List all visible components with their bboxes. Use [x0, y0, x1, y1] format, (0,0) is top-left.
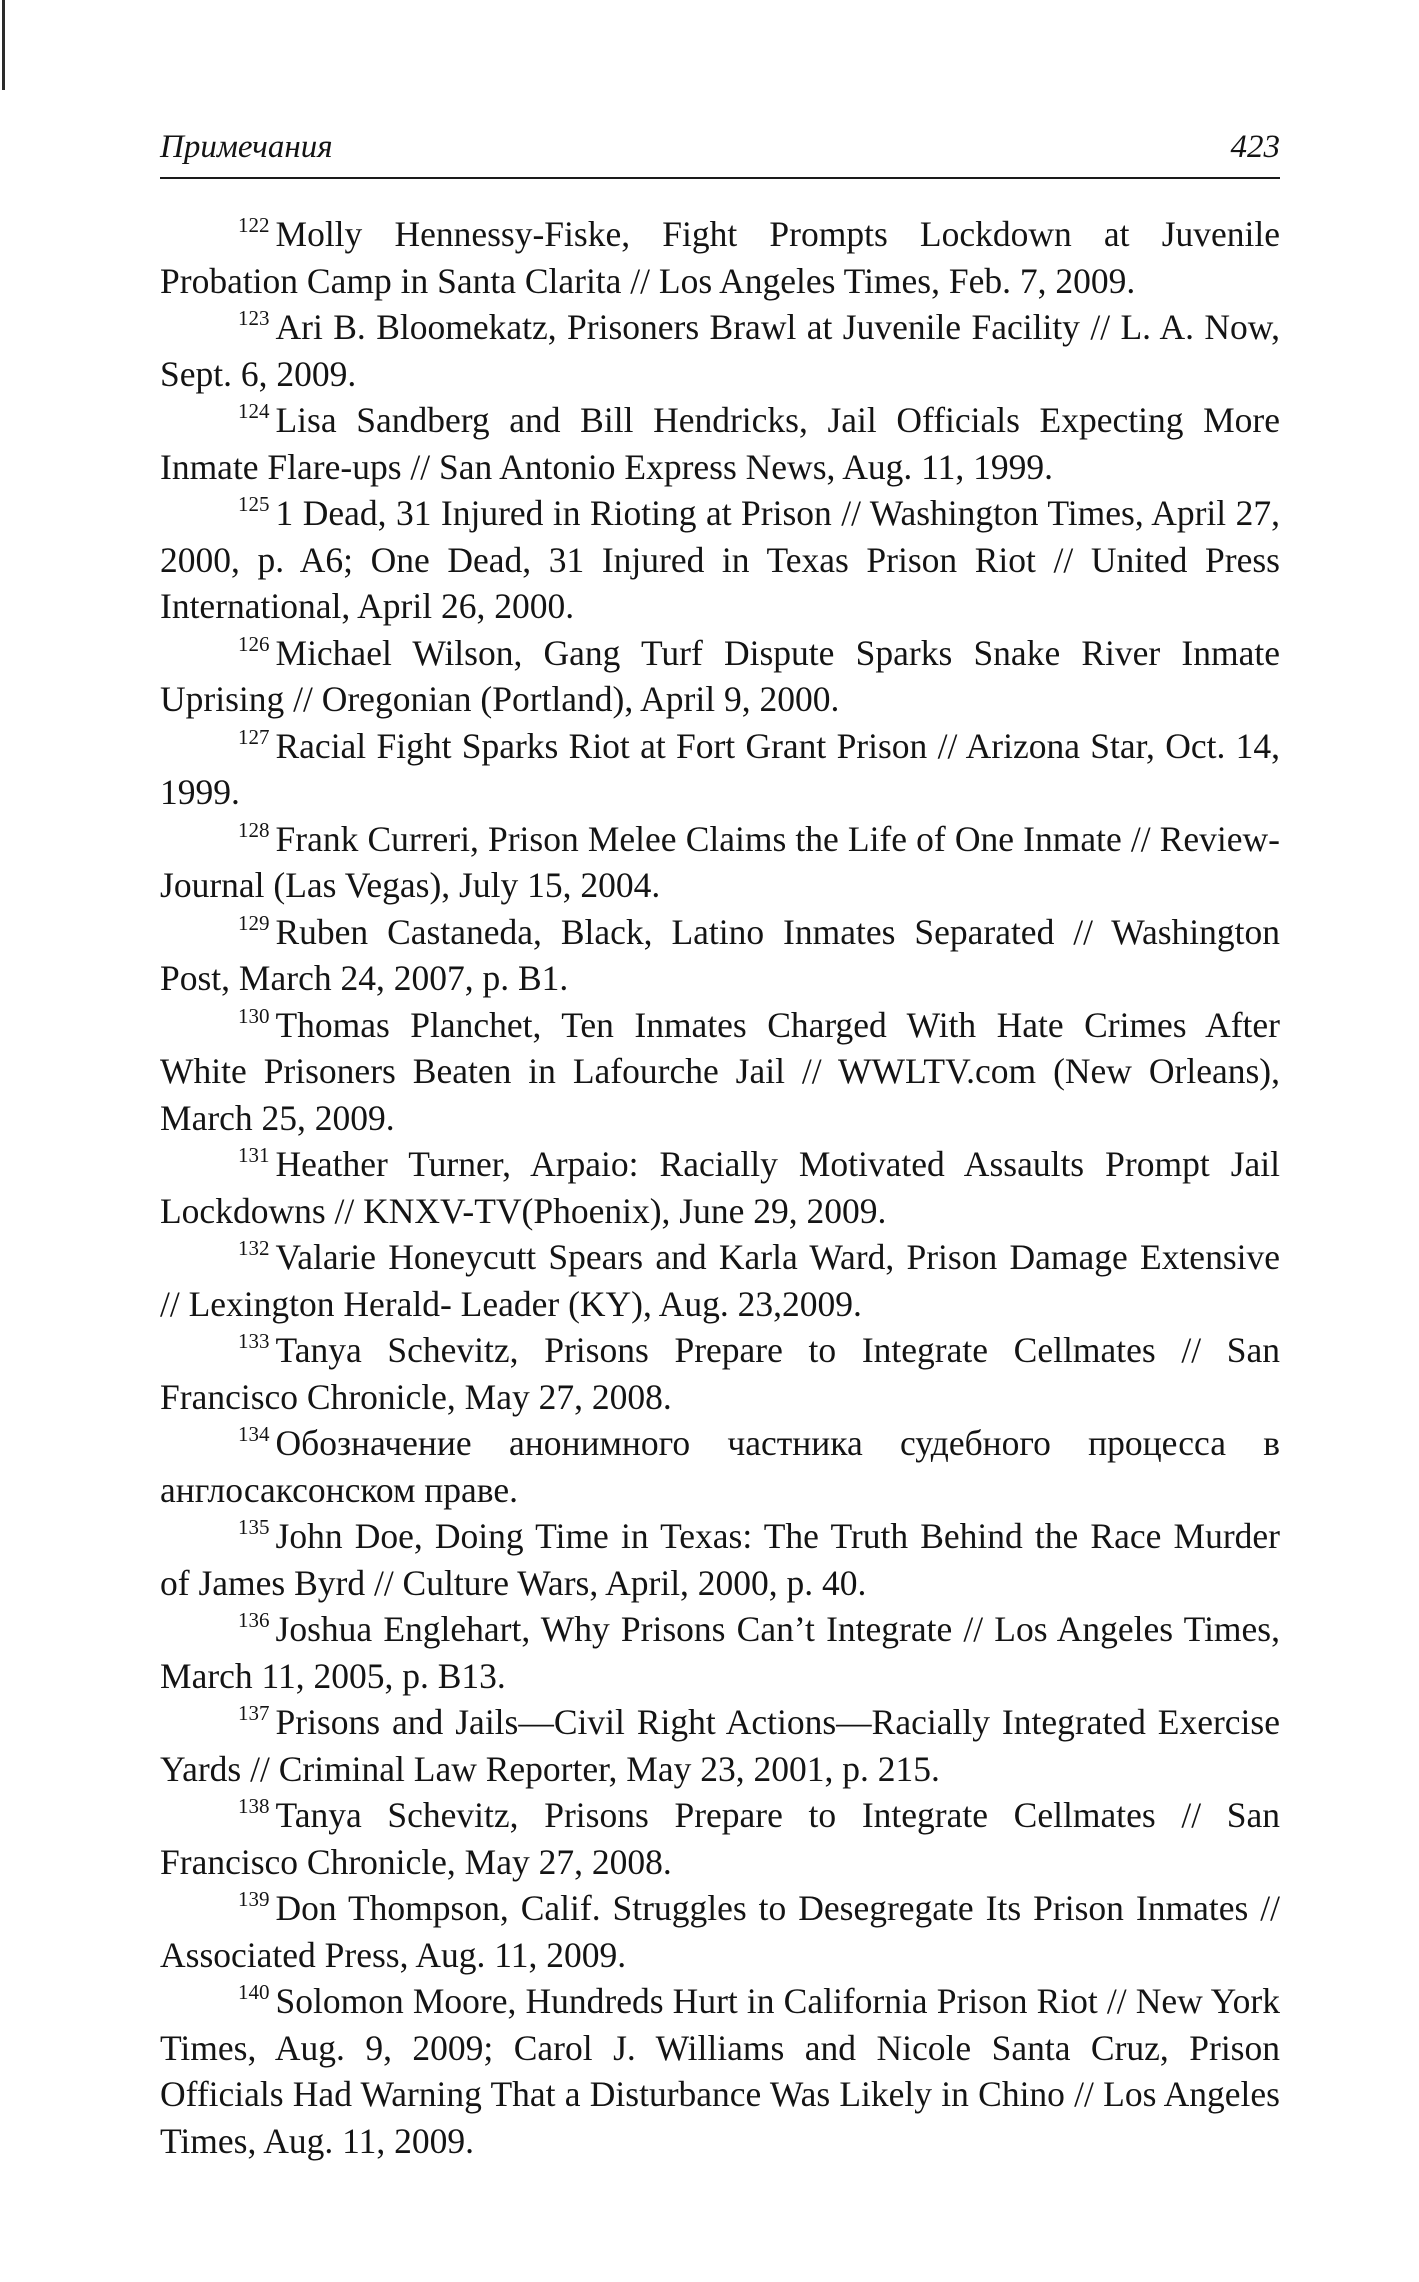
endnote-number: 133 [238, 1329, 270, 1354]
endnote [160, 630, 1280, 723]
endnote-text: Tanya Schevitz, Prisons Prepare to Integrate Cellmates // San Francisco Chronicle, May 27, 2008. [160, 1795, 1280, 1882]
endnote [160, 1699, 1280, 1792]
endnote-text: Ruben Castaneda, Black, Latino Inmates Separated // Washington Post, March 24, 2007, p. B1. [160, 911, 1280, 998]
endnote-number: 134 [238, 1422, 270, 1447]
endnote [160, 211, 1280, 304]
endnote [160, 490, 1280, 630]
endnote-number: 123 [238, 306, 270, 331]
endnote [160, 397, 1280, 490]
endnote-number: 135 [238, 1515, 270, 1540]
endnote-text: Michael Wilson, Gang Turf Dispute Sparks Snake River Inmate Uprising // Oregonian (Portland), April 9, 2000. [160, 632, 1280, 719]
endnote [160, 1978, 1280, 2164]
endnote-number: 139 [238, 1887, 270, 1912]
endnote-text: Frank Curreri, Prison Melee Claims the Life of One Inmate // Review-Journal (Las Vegas), July 15, 2004. [160, 818, 1280, 905]
endnote [160, 723, 1280, 816]
endnote-text: Ari B. Bloomekatz, Prisoners Brawl at Juvenile Facility // L. A. Now, Sept. 6, 2009. [160, 307, 1280, 394]
endnote [160, 1513, 1280, 1606]
endnote-number: 130 [238, 1003, 270, 1028]
endnotes-list [160, 211, 1280, 2164]
endnote-text: John Doe, Doing Time in Texas: The Truth Behind the Race Murder of James Byrd // Culture Wars, April, 2000, p. 40. [160, 1516, 1280, 1603]
endnote-number: 127 [238, 724, 270, 749]
page-number: 423 [1230, 129, 1280, 165]
endnote-text: Prisons and Jails—Civil Right Actions—Racially Integrated Exercise Yards // Criminal Law Reporter, May 23, 2001, p. 215. [160, 1702, 1280, 1789]
endnote [160, 816, 1280, 909]
endnote-text: Don Thompson, Calif. Struggles to Desegregate Its Prison Inmates // Associated Press, Aug. 11, 2009. [160, 1888, 1280, 1975]
endnote-text: Molly Hennessy-Fiske, Fight Prompts Lockdown at Juvenile Probation Camp in Santa Clarita // Los Angeles Times, Feb. 7, 2009. [160, 214, 1280, 301]
endnote-number: 136 [238, 1608, 270, 1633]
endnote [160, 1606, 1280, 1699]
endnote-text: Racial Fight Sparks Riot at Fort Grant Prison // Arizona Star, Oct. 14, 1999. [160, 725, 1280, 812]
endnote [160, 1234, 1280, 1327]
endnote-text: Joshua Englehart, Why Prisons Can’t Integrate // Los Angeles Times, March 11, 2005, p. B13. [160, 1609, 1280, 1696]
endnote [160, 304, 1280, 397]
endnote-text: Valarie Honeycutt Spears and Karla Ward, Prison Damage Extensive // Lexington Herald- Leader (KY), Aug. 23,2009. [160, 1237, 1280, 1324]
endnote-number: 122 [238, 213, 270, 238]
endnote [160, 1885, 1280, 1978]
endnote-number: 137 [238, 1701, 270, 1726]
endnote-text: Heather Turner, Arpaio: Racially Motivated Assaults Prompt Jail Lockdowns // KNXV-TV(Phoenix), June 29, 2009. [160, 1144, 1280, 1231]
endnote [160, 1002, 1280, 1142]
running-title: Примечания [160, 129, 333, 165]
scan-edge-mark [2, 0, 5, 90]
endnote [160, 1420, 1280, 1513]
endnote [160, 1327, 1280, 1420]
endnote [160, 1141, 1280, 1234]
endnote-text: Thomas Planchet, Ten Inmates Charged With Hate Crimes After White Prisoners Beaten in Lafourche Jail // WWLTV.com (New Orleans), March 25, 2009. [160, 1004, 1280, 1138]
endnote-text: Lisa Sandberg and Bill Hendricks, Jail Officials Expecting More Inmate Flare-ups // San Antonio Express News, Aug. 11, 1999. [160, 400, 1280, 487]
endnote-number: 129 [238, 910, 270, 935]
running-header [160, 125, 1280, 179]
endnote-number: 140 [238, 1980, 270, 2005]
endnote-text: Обозначение анонимного частника судебного процесса в англосаксонском праве. [160, 1423, 1280, 1510]
endnote-number: 125 [238, 492, 270, 517]
book-page [160, 125, 1280, 2164]
endnote [160, 909, 1280, 1002]
endnote-number: 132 [238, 1236, 270, 1261]
endnote-number: 138 [238, 1794, 270, 1819]
endnote-number: 128 [238, 817, 270, 842]
endnote-text: Tanya Schevitz, Prisons Prepare to Integrate Cellmates // San Francisco Chronicle, May 27, 2008. [160, 1330, 1280, 1417]
endnote [160, 1792, 1280, 1885]
endnote-number: 131 [238, 1143, 270, 1168]
endnote-number: 124 [238, 399, 270, 424]
endnote-text: 1 Dead, 31 Injured in Rioting at Prison // Washington Times, April 27, 2000, p. A6; One Dead, 31 Injured in Texas Prison Riot // United Press International, April 26, 2000. [160, 493, 1280, 626]
endnote-number: 126 [238, 631, 270, 656]
endnote-text: Solomon Moore, Hundreds Hurt in California Prison Riot // New York Times, Aug. 9, 2009; Carol J. Williams and Nicole Santa Cruz, Prison Officials Had Warning That a Disturbance Was Likely in Chino // Los Angeles Times, Aug. 11, 2009. [160, 1981, 1280, 2161]
